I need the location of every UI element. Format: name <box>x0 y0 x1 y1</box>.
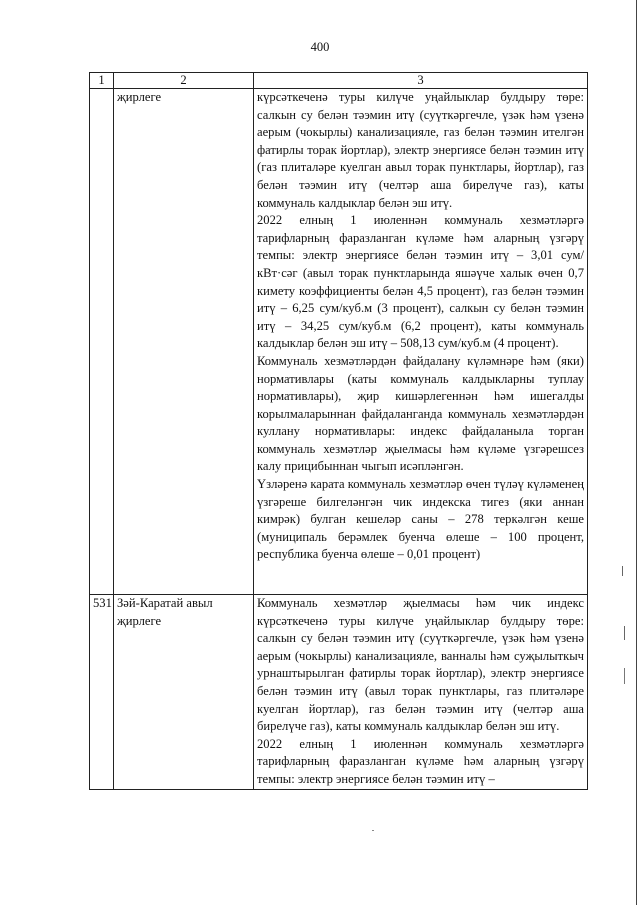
tariff-table <box>89 72 588 790</box>
table-row <box>90 595 588 790</box>
header-col-2: 2 <box>114 73 254 89</box>
row-description <box>254 89 588 595</box>
header-col-1: 1 <box>90 73 114 89</box>
row-number <box>90 89 114 595</box>
table-row <box>90 89 588 595</box>
row-number: 531 <box>90 595 114 790</box>
row-description <box>254 595 588 790</box>
paragraph: 2022 елның 1 июленнән коммуналь хезмәтләргә тарифларның фаразланган күләме һәм аларның үзгәрү темпы: электр энергиясе белән тәэмин итү – <box>257 736 584 786</box>
scan-dot <box>372 830 374 831</box>
scan-edge-line <box>636 0 637 905</box>
settlement-name: Зәй-Каратай авыл җирлеге <box>114 595 254 790</box>
paragraph: күрсәткеченә туры килүче уңайлыклар булдыру төре: салкын су белән тәэмин итү (суүткәргечле, үзәк һәм үзенә аерым (чокырлы) канализацияле, газ белән тәэмин ителгән фатирлы торак йортлар), электр энергиясе белән тәэмин итү (газ плиталәре куелган авыл торак пунктлары, йортлар), газ белән тәэмин итү (челтәр аша бирелүче газ), каты коммуналь калдыклар белән эш итү. <box>257 90 584 210</box>
header-row <box>90 73 588 89</box>
settlement-name: җирлеге <box>114 89 254 595</box>
page-number: 400 <box>310 40 330 54</box>
paragraph: Коммуналь хезмәтләрдән файдалану күләмнәре һәм (яки) нормативлары (каты коммуналь калдыкларны туплау нормативлары), җир кишәрлегеннән һәм ишегалды корылмаларыннан файдаланганда коммуналь хезмәтләрдән куллану нормативлары: индекс файдаланыла торган коммуналь хезмәтләр җыелмасы һәм күләме үзгәрешсез калу прицибыннан чыгып исәпләнгән. <box>257 353 584 474</box>
paragraph: Үзләренә карата коммуналь хезмәтләр өчен түләү күләменең үзгәреше билгеләнгән чик индекска тигез (яки аннан кимрәк) булган кешеләр саны – 278 теркәлгән кеше (муниципаль берәмлек буенча өлеше – 100 процент, республика буенча өлеше – 0,01 процент) <box>257 477 584 562</box>
scan-edge-mark <box>624 626 625 640</box>
scan-edge-mark <box>624 668 625 684</box>
paragraph: 2022 елның 1 июленнән коммуналь хезмәтләргә тарифларның фаразланган күләме һәм аларның үзгәрү темпы: электр энергиясе белән тәэмин итү – 3,01 сум/кВт·сәг (авыл торак пунктларында яшәүче халык өчен 0,7 кимету коэффициенты белән 4,5 процент), газ белән тәэмин итү – 6,25 сум/куб.м (3 процент), салкын су белән тәэмин итү – 34,25 сум/куб.м (6,2 процент), каты коммуналь калдыклар белән эш итү – 508,13 сум/куб.м (4 процент). <box>257 213 584 351</box>
header-col-3: 3 <box>254 73 588 89</box>
paragraph: Коммуналь хезмәтләр җыелмасы һәм чик индекс күрсәткеченә туры килүче уңайлыклар булдыру төре: салкын су белән тәэмин итү (суүткәргечле, үзәк һәм үзенә аерым (чокырлы) канализацияле, ванналы һәм суҗылыткыч урнаштырылган фатирлы торак йортлар), электр энергиясе белән тәэмин итү (авыл торак пунктлары, газ плитәләре куелган йортлар), газ белән тәэмин итү (челтәр аша бирелүче газ), каты коммуналь калдыклар белән эш итү. <box>257 596 584 734</box>
scan-edge-mark <box>622 566 623 576</box>
